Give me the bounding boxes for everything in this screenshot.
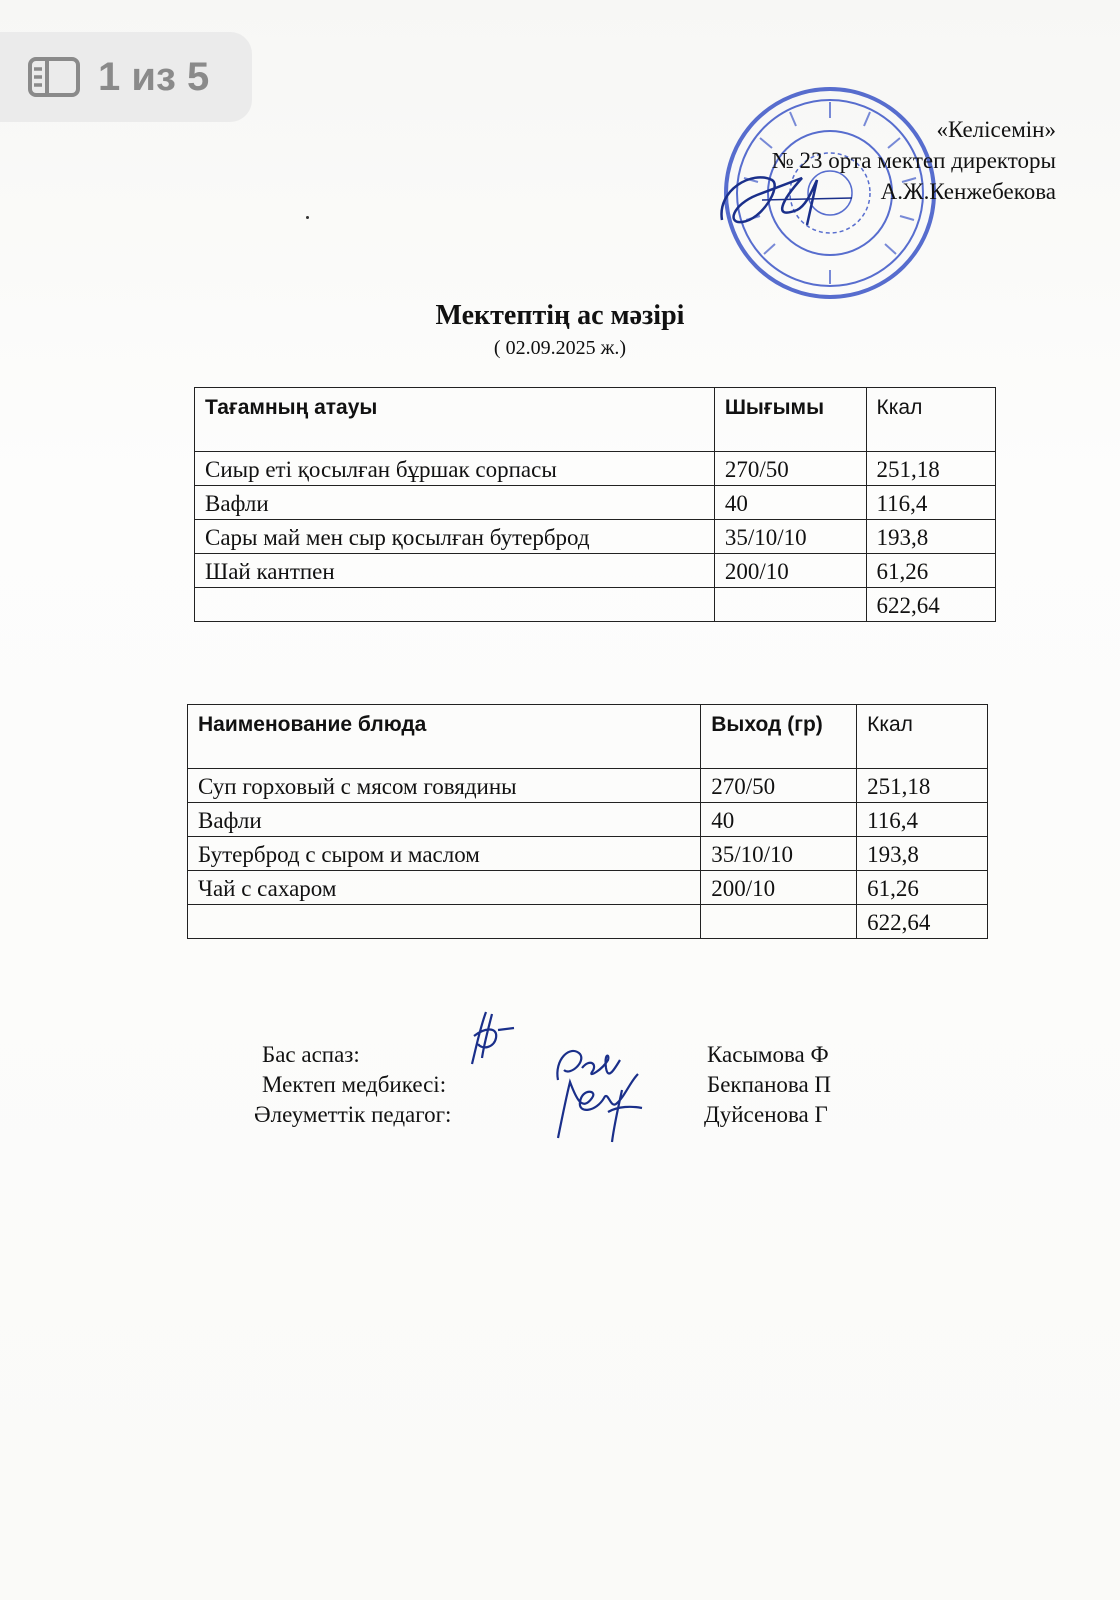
column-header-kcal: Ккал — [866, 388, 995, 452]
table-row — [188, 837, 988, 871]
kcal-cell: 251,18 — [857, 769, 988, 803]
head-cook-signature — [462, 1008, 522, 1068]
page-title: Мектептің ас мәзірі — [435, 300, 685, 331]
table-total-row — [188, 905, 988, 939]
yield-cell: 40 — [714, 486, 866, 520]
kcal-cell: 193,8 — [866, 520, 995, 554]
kcal-total-cell: 622,64 — [866, 588, 995, 622]
column-header-yield: Выход (гр) — [701, 705, 857, 769]
kcal-cell: 61,26 — [857, 871, 988, 905]
approval-heading: «Келісемін» — [936, 117, 1056, 142]
page-counter-text: 1 из 5 — [98, 54, 210, 99]
approval-block — [772, 114, 1056, 207]
name-head-cook: Касымова Ф — [707, 1042, 829, 1067]
table-row — [188, 871, 988, 905]
yield-cell — [701, 905, 857, 939]
dish-cell: Вафли — [195, 486, 715, 520]
dish-cell: Сары май мен сыр қосылған бутерброд — [195, 520, 715, 554]
column-header-dish: Наименование блюда — [188, 705, 701, 769]
kcal-total-cell: 622,64 — [857, 905, 988, 939]
menu-table-russian — [187, 704, 988, 939]
dish-cell: Бутерброд с сыром и маслом — [188, 837, 701, 871]
column-header-dish: Тағамның атауы — [195, 388, 715, 452]
dish-cell: Сиыр еті қосылған бұршак сорпасы — [195, 452, 715, 486]
table-row — [195, 486, 996, 520]
kcal-cell: 251,18 — [866, 452, 995, 486]
dish-cell — [188, 905, 701, 939]
table-row — [195, 520, 996, 554]
yield-cell: 200/10 — [701, 871, 857, 905]
table-total-row — [195, 588, 996, 622]
role-head-cook: Бас аспаз: — [262, 1042, 360, 1067]
name-social-pedagogue: Дуйсенова Г — [704, 1102, 828, 1127]
dish-cell: Суп горховый с мясом говядины — [188, 769, 701, 803]
table-row — [188, 769, 988, 803]
column-header-kcal: Ккал — [857, 705, 988, 769]
approval-director-name: А.Ж.Кенжебекова — [880, 179, 1056, 204]
table-row — [188, 803, 988, 837]
yield-cell: 200/10 — [714, 554, 866, 588]
page-counter-badge[interactable] — [0, 32, 252, 122]
yield-cell — [714, 588, 866, 622]
role-social-pedagogue: Әлеуметтік педагог: — [254, 1102, 452, 1127]
role-school-nurse: Мектеп медбикесі: — [262, 1072, 447, 1097]
dish-cell: Чай с сахаром — [188, 871, 701, 905]
menu-date: ( 02.09.2025 ж.) — [493, 337, 627, 359]
kcal-cell: 61,26 — [866, 554, 995, 588]
kcal-cell: 116,4 — [857, 803, 988, 837]
social-pedagogue-signature — [552, 1068, 652, 1148]
kcal-cell: 116,4 — [866, 486, 995, 520]
table-header-row — [188, 705, 988, 769]
yield-cell: 270/50 — [714, 452, 866, 486]
kcal-cell: 193,8 — [857, 837, 988, 871]
yield-cell: 40 — [701, 803, 857, 837]
approval-position: № 23 орта мектеп директоры — [771, 148, 1056, 173]
speck — [306, 216, 309, 219]
column-header-yield: Шығымы — [714, 388, 866, 452]
menu-table-kazakh — [194, 387, 996, 622]
yield-cell: 270/50 — [701, 769, 857, 803]
page-view-icon — [28, 57, 80, 97]
dish-cell: Вафли — [188, 803, 701, 837]
yield-cell: 35/10/10 — [714, 520, 866, 554]
table-row — [195, 452, 996, 486]
dish-cell: Шай кантпен — [195, 554, 715, 588]
yield-cell: 35/10/10 — [701, 837, 857, 871]
dish-cell — [195, 588, 715, 622]
table-row — [195, 554, 996, 588]
name-school-nurse: Бекпанова П — [707, 1072, 832, 1097]
table-header-row — [195, 388, 996, 452]
